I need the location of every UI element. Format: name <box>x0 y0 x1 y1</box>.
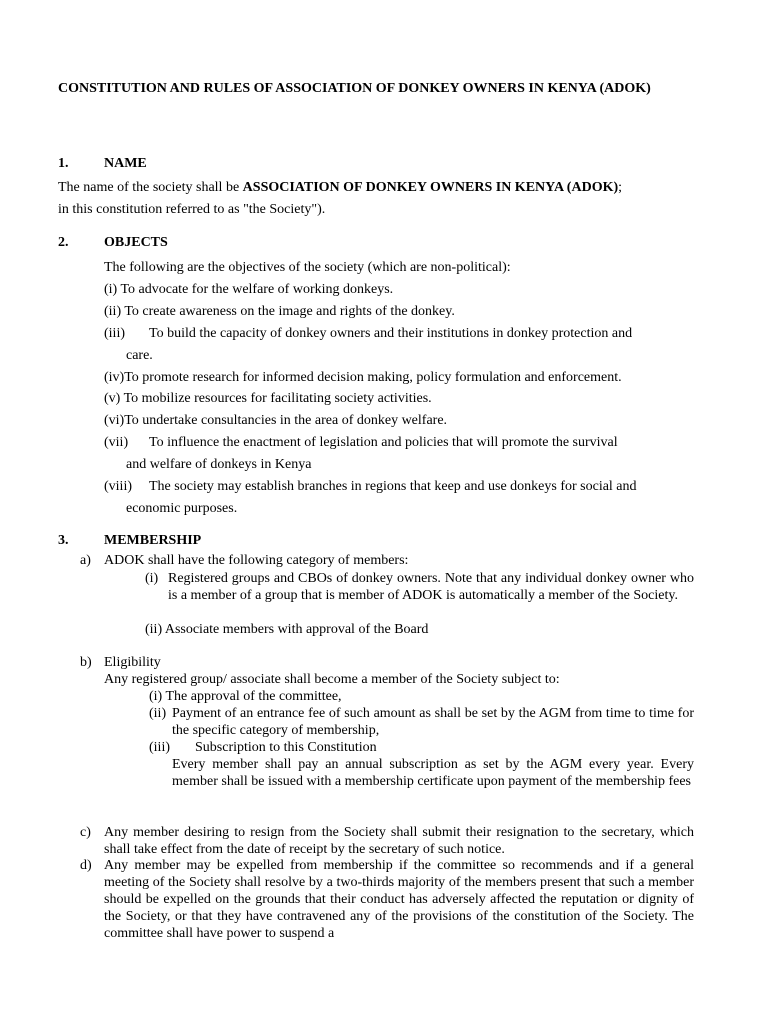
objects-item-1: (i) To advocate for the welfare of working donkeys. <box>104 282 394 297</box>
membership-d-text: Any member may be expelled from membership if the committee so recommends and if a general meeting of the Society shall resolve by a two-thirds majority of the members present that such a member should be expelled on the grounds that their conduct has adversely affected the reputation or dignity of the Society, or that they have contravened any of the provisions of the constitution of the Society. The committee shall have power to suspend a <box>104 858 694 941</box>
membership-a-label: a) <box>80 553 91 568</box>
membership-b-intro: Any registered group/ associate shall become a member of the Society subject to: <box>104 672 560 687</box>
name-paragraph-line2: in this constitution referred to as "the Society"). <box>58 202 326 217</box>
membership-b-i: (i) The approval of the committee, <box>149 689 342 704</box>
objects-item-5: (v) To mobilize resources for facilitating society activities. <box>104 391 432 406</box>
section-3-number: 3. <box>58 533 69 548</box>
objects-item-3-line2: care. <box>126 348 153 363</box>
objects-item-7-line2: and welfare of donkeys in Kenya <box>126 457 312 472</box>
society-name: ASSOCIATION OF DONKEY OWNERS IN KENYA (ADOK) <box>242 180 619 195</box>
membership-b-iii-label: (iii) <box>149 740 170 755</box>
membership-b-ii-label: (ii) <box>149 706 167 721</box>
objects-intro: The following are the objectives of the society (which are non-political): <box>104 260 511 275</box>
name-text-prefix: The name of the society shall be <box>58 180 243 195</box>
section-2-heading: OBJECTS <box>104 235 168 250</box>
objects-item-3-line1: To build the capacity of donkey owners and their institutions in donkey protection and <box>149 326 633 341</box>
membership-a-text: ADOK shall have the following category of members: <box>104 553 409 568</box>
name-text-suffix: ; <box>618 180 623 195</box>
membership-b-heading: Eligibility <box>104 655 161 670</box>
membership-c-text: Any member desiring to resign from the Society shall submit their resignation to the secretary, which shall take effect from the date of receipt by the secretary of such notice. <box>104 825 694 857</box>
membership-a-ii: (ii) Associate members with approval of the Board <box>145 622 429 637</box>
objects-item-4: (iv)To promote research for informed decision making, policy formulation and enforcement. <box>104 370 622 385</box>
membership-b-label: b) <box>80 655 92 670</box>
membership-c-label: c) <box>80 825 91 840</box>
objects-item-6: (vi)To undertake consultancies in the area of donkey welfare. <box>104 413 448 428</box>
section-3-heading: MEMBERSHIP <box>104 533 202 548</box>
section-2-number: 2. <box>58 235 69 250</box>
membership-a-i-text: Registered groups and CBOs of donkey owners. Note that any individual donkey owner who is a member of a group that is member of ADOK is automatically a member of the Society. <box>168 571 694 603</box>
objects-item-3-label: (iii) <box>104 326 125 341</box>
membership-b-iii-text: Subscription to this Constitution <box>195 740 377 755</box>
objects-item-7-label: (vii) <box>104 435 129 450</box>
membership-a-i-label: (i) <box>145 571 159 586</box>
membership-b-iii-paragraph: Every member shall pay an annual subscription as set by the AGM every year. Every member shall be issued with a membership certificate upon payment of the membership fees <box>172 757 694 789</box>
document-title: CONSTITUTION AND RULES OF ASSOCIATION OF DONKEY OWNERS IN KENYA (ADOK) <box>58 81 651 96</box>
objects-item-8-line1: The society may establish branches in regions that keep and use donkeys for social and <box>149 479 637 494</box>
objects-item-2: (ii) To create awareness on the image and rights of the donkey. <box>104 304 455 319</box>
membership-b-ii-text: Payment of an entrance fee of such amount as shall be set by the AGM from time to time for the specific category of membership, <box>172 706 694 738</box>
objects-item-7-line1: To influence the enactment of legislation and policies that will promote the survival <box>149 435 618 450</box>
objects-item-8-line2: economic purposes. <box>126 501 238 516</box>
objects-item-8-label: (viii) <box>104 479 132 494</box>
name-paragraph-line1 <box>58 179 622 196</box>
membership-d-label: d) <box>80 858 92 873</box>
section-1-number: 1. <box>58 156 69 171</box>
section-1-heading: NAME <box>104 156 147 171</box>
